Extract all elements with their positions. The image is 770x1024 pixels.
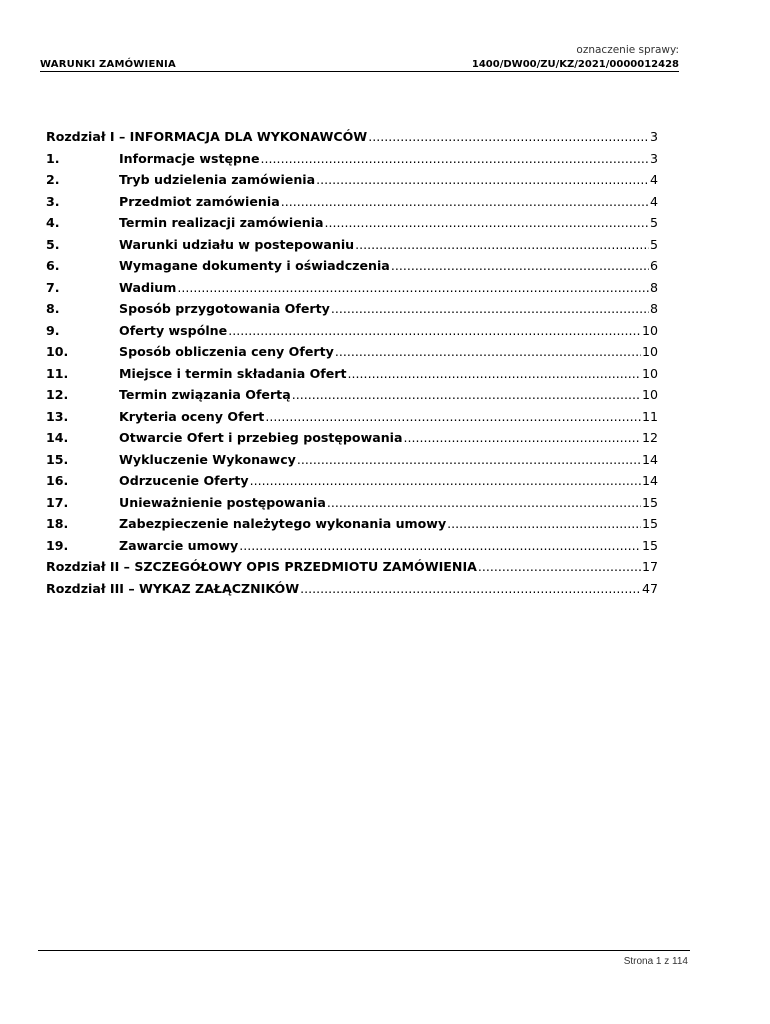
toc-entry[interactable] [46, 255, 658, 277]
toc-entry[interactable] [46, 341, 658, 363]
toc-dot-leader [239, 535, 641, 557]
toc-entry-page: 10 [641, 344, 658, 359]
toc-entry-label: Sposób przygotowania Oferty [119, 301, 330, 316]
toc-entry-label: Termin związania Ofertą [119, 387, 291, 402]
toc-entry-page: 17 [641, 559, 658, 574]
toc-entry-number: 18. [46, 516, 69, 531]
toc-dot-leader [368, 126, 649, 148]
toc-dot-leader [265, 406, 641, 428]
toc-entry[interactable] [46, 513, 658, 535]
toc-entry[interactable] [46, 212, 658, 234]
toc-entry[interactable] [46, 234, 658, 256]
toc-entry-page: 10 [641, 365, 658, 381]
toc-entry-page: 6 [649, 258, 658, 273]
toc-entry[interactable] [46, 470, 658, 492]
toc-entry-number: 4. [46, 215, 60, 230]
header-row [40, 59, 679, 72]
page-number: Strona 1 z 114 [623, 956, 688, 967]
case-label: oznaczenie sprawy: [576, 44, 679, 56]
toc-entry-number: 16. [46, 473, 69, 488]
toc-entry-label: Warunki udziału w postepowaniu [119, 236, 355, 252]
toc-entry-number: 11. [46, 365, 69, 381]
toc-dot-leader [447, 513, 641, 535]
toc-entry[interactable] [46, 535, 658, 557]
toc-entry-number: 17. [46, 494, 69, 510]
toc-entry[interactable] [46, 578, 658, 600]
toc-entry[interactable] [46, 427, 658, 449]
toc-dot-leader [297, 449, 641, 471]
toc-entry-page: 12 [641, 430, 658, 445]
toc-dot-leader [325, 212, 649, 234]
toc-entry-label: Sposób obliczenia ceny Oferty [119, 344, 334, 359]
toc-entry-label: Kryteria oceny Ofert [119, 408, 265, 424]
toc-entry-page: 4 [649, 172, 658, 187]
toc-entry-label: Przedmiot zamówienia [119, 193, 280, 209]
toc-dot-leader [348, 363, 641, 385]
toc-entry-page: 15 [641, 494, 658, 510]
toc-entry[interactable] [46, 169, 658, 191]
toc-entry-page: 5 [649, 236, 658, 252]
toc-entry-number: 14. [46, 430, 69, 445]
page-header [40, 44, 679, 72]
toc-dot-leader [404, 427, 641, 449]
toc-entry-label: Rozdział III – WYKAZ ZAŁĄCZNIKÓW [46, 580, 300, 596]
toc-dot-leader [292, 384, 641, 406]
toc-dot-leader [316, 169, 649, 191]
toc-entry-label: Zabezpieczenie należytego wykonania umowy [119, 516, 447, 531]
toc-entry-label: Wadium [119, 279, 177, 295]
toc-entry-number: 7. [46, 279, 60, 295]
toc-entry[interactable] [46, 492, 658, 514]
toc-entry-number: 5. [46, 236, 60, 252]
toc-dot-leader [281, 191, 649, 213]
page-footer [38, 950, 690, 967]
toc-entry-page: 5 [649, 215, 658, 230]
toc-entry[interactable] [46, 449, 658, 471]
toc-entry-page: 3 [649, 129, 658, 144]
toc-entry-number: 2. [46, 172, 60, 187]
toc-dot-leader [391, 255, 649, 277]
toc-entry-page: 4 [649, 193, 658, 209]
toc-entry-label: Informacje wstępne [119, 150, 260, 166]
toc-dot-leader [331, 298, 649, 320]
toc-entry[interactable] [46, 320, 658, 342]
toc-entry-label: Rozdział I – INFORMACJA DLA WYKONAWCÓW [46, 129, 368, 144]
toc-entry[interactable] [46, 406, 658, 428]
toc-entry-label: Wymagane dokumenty i oświadczenia [119, 258, 390, 273]
toc-entry-page: 10 [641, 322, 658, 338]
toc-entry-page: 47 [641, 580, 658, 596]
toc-dot-leader [327, 492, 641, 514]
toc-entry-label: Termin realizacji zamówienia [119, 215, 324, 230]
toc-entry-page: 10 [641, 387, 658, 402]
toc-entry[interactable] [46, 363, 658, 385]
toc-entry-number: 13. [46, 408, 69, 424]
toc-entry-page: 14 [641, 473, 658, 488]
toc-entry-label: Rozdział II – SZCZEGÓŁOWY OPIS PRZEDMIOTU ZAMÓWIENIA [46, 559, 477, 574]
toc-entry-label: Tryb udzielenia zamówienia [119, 172, 316, 187]
case-number: 1400/DW00/ZU/KZ/2021/0000012428 [471, 59, 679, 70]
toc-entry[interactable] [46, 148, 658, 170]
toc-dot-leader [355, 234, 649, 256]
toc-entry-page: 8 [649, 301, 658, 316]
footer-divider [38, 950, 690, 951]
toc-entry-number: 19. [46, 537, 69, 553]
toc-entry-number: 6. [46, 258, 60, 273]
toc-entry-label: Unieważnienie postępowania [119, 494, 326, 510]
toc-entry[interactable] [46, 126, 658, 148]
toc-dot-leader [300, 578, 641, 600]
toc-entry-number: 12. [46, 387, 69, 402]
toc-dot-leader [335, 341, 641, 363]
toc-entry-label: Miejsce i termin składania Ofert [119, 365, 347, 381]
toc-entry-label: Odrzucenie Oferty [119, 473, 249, 488]
toc-entry[interactable] [46, 384, 658, 406]
toc-entry-number: 1. [46, 150, 60, 166]
document-title: WARUNKI ZAMÓWIENIA [40, 59, 176, 70]
toc-dot-leader [261, 148, 649, 170]
toc-entry-label: Wykluczenie Wykonawcy [119, 451, 296, 467]
toc-entry-number: 3. [46, 193, 60, 209]
toc-entry-number: 9. [46, 322, 60, 338]
toc-entry[interactable] [46, 191, 658, 213]
toc-dot-leader [478, 556, 641, 578]
toc-entry-page: 8 [649, 279, 658, 295]
toc-entry-page: 3 [649, 150, 658, 166]
toc-entry[interactable] [46, 556, 658, 578]
toc-entry-page: 14 [641, 451, 658, 467]
toc-entry[interactable] [46, 277, 658, 299]
toc-dot-leader [177, 277, 649, 299]
toc-entry-number: 10. [46, 344, 69, 359]
toc-entry-page: 15 [641, 516, 658, 531]
toc-entry-page: 11 [641, 408, 658, 424]
table-of-contents [46, 126, 658, 599]
toc-entry-label: Otwarcie Ofert i przebieg postępowania [119, 430, 403, 445]
toc-entry-page: 15 [641, 537, 658, 553]
toc-entry-label: Oferty wspólne [119, 322, 228, 338]
toc-entry[interactable] [46, 298, 658, 320]
toc-entry-label: Zawarcie umowy [119, 537, 239, 553]
toc-dot-leader [228, 320, 641, 342]
toc-dot-leader [250, 470, 641, 492]
toc-entry-number: 8. [46, 301, 60, 316]
toc-entry-number: 15. [46, 451, 69, 467]
